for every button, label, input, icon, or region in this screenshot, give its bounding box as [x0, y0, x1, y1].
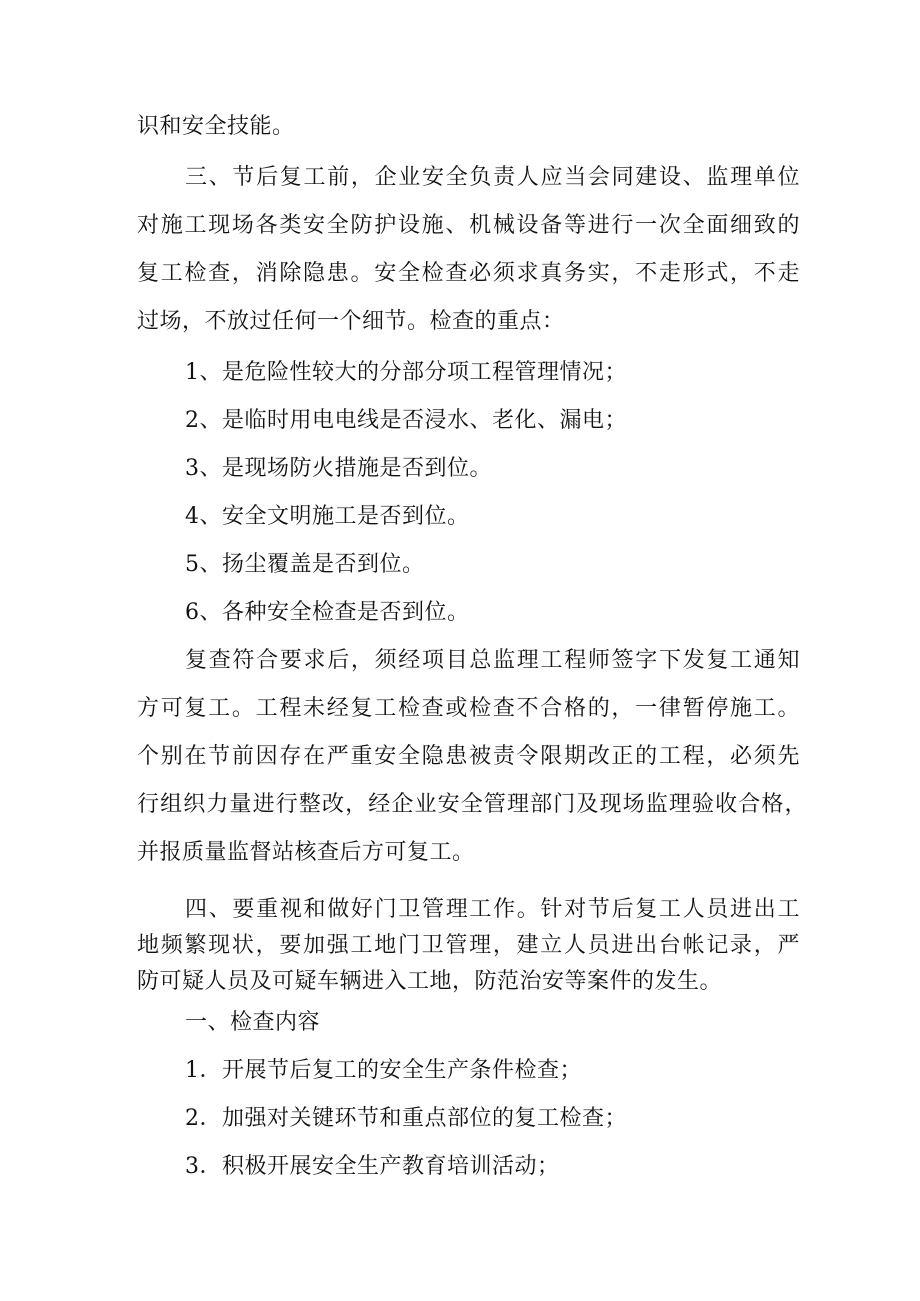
text-line: 行组织力量进行整改，经企业安全管理部门及现场监理验收合格，	[137, 792, 807, 817]
list-item: 5、扬尘覆盖是否到位。	[185, 552, 425, 577]
paragraph-3-heading: 三、节后复工前，企业安全负责人应当会同建设、监理单位	[185, 165, 800, 190]
text-line: 识和安全技能。	[137, 114, 295, 139]
text-line: 并报质量监督站核查后方可复工。	[137, 840, 475, 865]
text-line: 复工检查，消除隐患。安全检查必须求真务实，不走形式，不走	[137, 261, 800, 286]
text-line: 地频繁现状，要加强工地门卫管理，建立人员进出台帐记录，严	[137, 933, 800, 958]
list-item: 1、是危险性较大的分部分项工程管理情况；	[185, 360, 627, 385]
section-heading: 一、检查内容	[185, 1010, 321, 1035]
list-item: 2．加强对关键环节和重点部位的复工检查；	[185, 1106, 627, 1131]
text-line: 方可复工。工程未经复工检查或检查不合格的，一律暂停施工。	[137, 696, 800, 721]
text-line: 个别在节前因存在严重安全隐患被责令限期改正的工程，必须先	[137, 744, 800, 769]
text-line: 过场，不放过任何一个细节。检查的重点：	[137, 309, 565, 334]
list-item: 2、是临时用电电线是否浸水、老化、漏电；	[185, 408, 627, 433]
list-item: 4、安全文明施工是否到位。	[185, 504, 470, 529]
list-item: 6、各种安全检查是否到位。	[185, 600, 470, 625]
list-item: 3．积极开展安全生产教育培训活动；	[185, 1154, 560, 1179]
text-line: 复查符合要求后，须经项目总监理工程师签字下发复工通知	[185, 648, 800, 673]
list-item: 1．开展节后复工的安全生产条件检查；	[185, 1058, 582, 1083]
paragraph-4-heading: 四、要重视和做好门卫管理工作。针对节后复工人员进出工	[185, 897, 800, 922]
text-line: 对施工现场各类安全防护设施、机械设备等进行一次全面细致的	[137, 213, 800, 238]
list-item: 3、是现场防火措施是否到位。	[185, 456, 492, 481]
text-line: 防可疑人员及可疑车辆进入工地，防范治安等案件的发生。	[137, 969, 723, 994]
